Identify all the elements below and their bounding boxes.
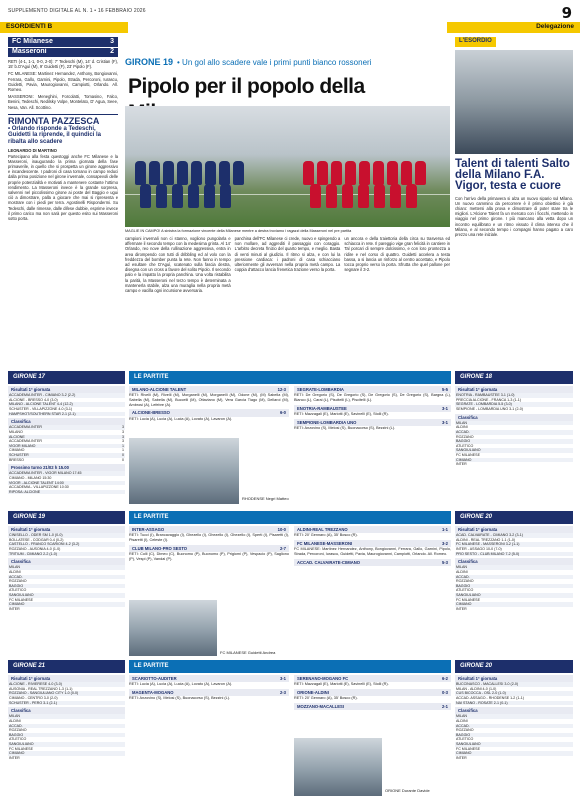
right-body: Con l'arrivo della primavera si alza un nuovo sipario sul Milano. Un nuovo cammino da percorrere è il primo obiettivo è già chiaro: mettersi alla prova e dimostrare di poter stare tra le migliori. L'Alcione Talent fa un mercato con i fiocchi, mettendo in viaggio nel primo girone. I più mancano alla vetta dopo un incontro equilibrato e un ritmo vissuto il clima intenso che il Milano, e al secondo tempo i compagni hanno pagato a caro prezzo una rete iniziale.: [455, 195, 573, 237]
article-col-3: un ancora e della traiettoria della circa su trasversa ed schiacca in rete. Il pareggio vige gran felicità in cantiere in Tal porcari di sempre dolcissimo, e con loro prontezza a ridire e nel corso di quattro. Guidetti accelera a testa bassa, a si lancia un rinforzo al centro accettato, e Pipolo tocca proprio verso la porta. Sfrutta che quel pallone per segnare il 3-2.: [344, 236, 451, 273]
kicker-text: • Un gol allo scadere vale i primi punti bianco rossoneri: [177, 58, 372, 67]
team-points: 1: [113, 444, 125, 449]
team-name: ACCAD.: [455, 724, 573, 729]
table-cell: ROZZANO - SANGIULIANO CITY 1-0 (0-0): [8, 691, 125, 696]
table-row: [455, 462, 573, 467]
table-cell: ALCIONE - RIVIERESE 4-0 (3-0): [8, 682, 125, 687]
team-name: MILANO: [9, 430, 23, 435]
team-name: ALDINI: [456, 425, 468, 430]
table-cell: SCHUSTER - PERO 3-1 (2-1): [8, 701, 125, 706]
team-name: FC MILANESE: [456, 597, 480, 602]
table-cell: SCHUSTER - VILLAPIZZONE 4-0 (3-1): [9, 407, 73, 412]
team-points: 3: [122, 439, 124, 444]
table-cell: TRITIUM - CIMIANO 2-2 (1-0): [8, 552, 125, 557]
scoreline-home: FC Milanese 3: [8, 37, 118, 47]
page-header: [0, 0, 580, 22]
standings-table: [455, 565, 573, 611]
team-name: BAGGIO: [455, 439, 573, 444]
team-name: INTER: [9, 755, 20, 760]
player-photo-3: [294, 738, 382, 796]
photo-caption: MAGLIE IN CAMPO! A sinistra la formazione vincente della Milanese mentre a destra troviamo i ragazzi della Masseroni nel pre partita: [125, 229, 352, 233]
table-row: [455, 701, 573, 706]
team-name: INTER: [9, 606, 20, 611]
team-name: ACCADEMIA INTER: [8, 425, 113, 430]
girone-21-banner: GIRONE 21: [8, 660, 125, 673]
table-cell: CASTELLO - FRANCO SCARIONI 4-2 (3-2): [8, 542, 125, 547]
girone-22-banner: GIRONE 20: [455, 660, 573, 673]
team-name: ROZZANO: [9, 728, 27, 733]
right-photo: [455, 50, 573, 154]
results-block-3: Risultati 1ª giornata ALCIONE - RIVIERESE 4-0 (3-0) AUSONIA - REAL TREZZANO 1-3 (1-1) ROZZANO - SANGIULIANO CITY 1-0 (0-0) CIMIANO - CENTRO 3-0 (2-0) SCHUSTER - PERO 3-1 (2-1) Classifica MILAN ALDINI ACCAD. ROZZANO BAGGIO ATLETICO SANGIULIANO FC MILANESE CIMIANO INTER: [8, 675, 125, 760]
section-tag: ESORDIENTI B: [0, 22, 128, 33]
subhead-text: • Orlando risponde a Tedeschi, Guidetti la riprende, il quindici la ribalta allo scadere: [8, 125, 102, 145]
team-name: ATLETICO: [9, 588, 27, 593]
table-cell: SEMPIONE - LOMBARDIA UNO 3-1 (2-0): [456, 407, 523, 412]
team-name: ALCIONE: [8, 435, 113, 440]
results-block-6: Risultati 1ª giornata BUCCINASCO - MACALLESI 3-0 (2-0) MILAN - ALDINI 4-0 (1-0) CUS BICOCCA - OSL 2-0 (1-0) ACCAD. ASSAGO - RHODENSE 1-2 (1-1) NAI STANO - ROSATE 2-1 (0-1) Classifica MILAN ALDINI ACCAD. ROZZANO BAGGIO ATLETICO SANGIULIANO FC MILANESE CIMIANO INTER: [455, 675, 573, 760]
team-points: 1: [122, 448, 124, 453]
table-cell: MILANO - ALCIONE TALENT 4-4 (12-2): [8, 402, 125, 407]
standings-table: [8, 425, 125, 462]
team-points: 3: [113, 435, 125, 440]
table-cell: PRO SESTO - CLUB MILANO 7-2 (5-0): [455, 552, 573, 557]
team-name: ALDINI: [456, 719, 468, 724]
partite-banner-2: LE PARTITE: [129, 511, 451, 524]
results-block-1: [8, 386, 125, 494]
player-caption-2: FC MILANESE Guidetti Andrea: [220, 650, 276, 655]
results-table: [455, 682, 573, 705]
results-block-2: Risultati 1ª giornata CINISELLO - ODER SM 1-0 (0-0) BOLLATESE - CODGAR 0-4 (0-2) CASTELLO - FRANCO SCARIONI 4-2 (3-2) ROZZANO - AUSONIA 4-0 (1-0) TRITIUM - CIMIANO 2-2 (1-0) Classifica MILAN ALDINI ACCAD. ROZZANO BAGGIO ATLETICO SANGIULIANO FC MILANESE CIMIANO INTER: [8, 526, 125, 611]
team-name: CIMIANO: [9, 448, 25, 453]
table-cell: BOLLATESE - CODGAR 0-4 (0-2): [9, 537, 64, 542]
results-table: [455, 533, 573, 556]
next-round-table: [8, 471, 125, 494]
team-name: ACCAD.: [8, 575, 125, 580]
standings-table: [455, 714, 573, 760]
team-name: ACCAD.: [455, 430, 573, 435]
team-name: BAGGIO: [455, 584, 573, 589]
team-name: SANGIULIANO: [8, 593, 125, 598]
table-row: [8, 756, 125, 761]
team-name: SANGIULIANO: [455, 448, 573, 453]
team-name: MILAN: [8, 714, 125, 719]
team-photo: [125, 106, 450, 227]
team-name: SANGIULIANO: [455, 593, 573, 598]
team-name: MILAN: [455, 714, 573, 719]
right-column: [455, 37, 573, 237]
standings-table: [8, 565, 125, 611]
team-name: BAGGIO: [455, 733, 573, 738]
table-row: [8, 552, 125, 557]
team-points: 0: [113, 453, 125, 458]
table-cell: RIPOSA: ALCIONE: [8, 490, 125, 495]
table-cell: ROZZANO - AUSONIA 4-0 (1-0): [9, 547, 61, 552]
table-cell: INTER - ASSAGO 10-0 (7-0): [456, 547, 502, 552]
team-name: ACCAD.: [455, 575, 573, 580]
girone-20-banner: GIRONE 20: [455, 511, 573, 524]
table-cell: CINISELLO - ODER SM 1-0 (0-0): [8, 533, 125, 538]
lineup-home: FC MILANESE: Martinez Hernandez, Anthony, Bongiovanni, Ferrara, Gallo, Garnini, Pipolo, Strada, Percoroni, Iurascu, Guidetti, Pavia, Maurogiovanni, Campiotti, Orlando. All. Romeo.: [8, 71, 118, 93]
player-caption-3: ORIONE Durante Davide: [385, 788, 430, 793]
team-name: ACCADEMIA INTER: [9, 439, 42, 444]
page-number: 9: [561, 4, 572, 22]
table-cell: ACCADEMIA - VILLAPIZZONE 10:30: [9, 485, 69, 490]
team-name: SCHUSTER: [8, 453, 113, 458]
standings-title: Classifica: [8, 418, 125, 425]
table-cell: BUCCINASCO - MACALLESI 3-0 (2-0): [455, 682, 573, 687]
results-table: [8, 533, 125, 556]
table-cell: ACCADEMIA INTER - VIGOR MILANO 17:45: [8, 471, 125, 476]
results-block-4: Risultati 1ª giornata ENOTRIA - RAMBAUSTEE 3-1 (1-0) PRECCIA ALCIONE - FRANCA 1-3 (1-1) SEGRATE - LOMBARDIA 5-5 (3-0) SEMPIONE - LOMBARDIA UNO 3-1 (2-0) Classifica MILAN ALDINI ACCAD. ROZZANO BAGGIO ATLETICO SANGIULIANO FC MILANESE CIMIANO INTER: [455, 386, 573, 467]
team-name: ATLETICO: [9, 737, 27, 742]
subhead-block: [8, 114, 118, 146]
team-name: CIMIANO: [455, 751, 573, 756]
table-row: [8, 490, 125, 495]
player-photo-2: [129, 600, 217, 656]
match-reports-4: ALDINI-REAL TREZZANO 1-1 RETI: 20' Gennaro (A), 35' Bosco (R). FC MILANESE-MASSERONI 3-2 FC MILANESE: Martinez Hernandez, Anthony, Bongiovanni, Ferrara, Gallo, Garnini, Pipolo, Strada, Percoroni, Iurascu, Guidetti, Pavia, Maurogiovanni, Campiotti, Orlando. All. Romeo. ACCAD. CALVAIRATE-CIMIANO 5-3: [294, 527, 451, 565]
article-columns: [125, 236, 450, 293]
team-name: BAGGIO: [8, 584, 125, 589]
team-name: MILAN: [455, 565, 573, 570]
table-cell: AUSONIA - REAL TREZZANO 1-3 (1-1): [9, 686, 73, 691]
article-body: Partecipano alla festa questoggi anche FC Milanese e la Masseroni, inaugurando la prima giornata della fase primaverile, in quello che si prospetta un girone aggressivo e incandescente. I padroni di casa tornano in campo reduci dalla prima posizione nel girone invernale, consapevoli delle proprie potenzialità e motivati a mantenere costante l'ottimo rendimento. La Masseroni invece è la grande sorpresa, salvenni nel piccolissimo girone ai poste del Baggio e ugui ciò a dimostrare, palla a giocare che mai si ripresenta e mostrare con i piedi per terra. Agostinelli Rispondermi. Su Tedeschi, dalle rimesse, dalle difese dubbie, esprime invece il primo carico ma non sarà per questo esito sui Masseroni sotto porta.: [8, 153, 118, 221]
byline: LEONARDO DI MARTINO: [8, 148, 57, 154]
table-row: [8, 607, 125, 612]
article-col-2: panchina dell'FC Milanese ci crede, nuovo e spingendo a non mollare, ad aggrediti il passaggio con coraggio. L'arbitro decreta l'inizio del quarto tempo, e meglio. Basta di venti minuti al giudizio. Il ritmo si alza, e con lui la pressione cardiaca: i padroni di casa schiacciano ulteriormente gli avversari nella propria metà campo. La coppia d'attacco lancia frenetica trazione verso la porta.: [234, 236, 341, 273]
team-name: ATLETICO: [456, 443, 474, 448]
standings-table: [455, 421, 573, 467]
team-name: ROZZANO: [456, 728, 474, 733]
team-name: ROZZANO: [456, 579, 474, 584]
table-cell: NAI STANO - ROSATE 2-1 (0-1): [455, 701, 573, 706]
table-cell: HAMPSHOT/SOUTHERN STAR 2-1 (2-1): [8, 412, 125, 417]
match-reports-3: INTER-ASSAGO 10-0 RETI: Tucci (I), Brancavaggio (I), Ghezello (I), Ghezello (I), Ghezello (I), Sperti (I), Pisaretti (I), Pisaretti (I), Celeste (I). CLUB MILANO-PRO SESTO 2-7 RETI: Colli (C), Dimeo (C), Buonomo (P), Buonomo (P), Prigiomi (P), Vespacio (P), Sagliono (P), Vespi (P), Vandai (P).: [129, 527, 289, 561]
subhead-title: RIMONTA PAZZESCA: [8, 115, 100, 126]
partite-banner-3: LE PARTITE: [129, 660, 451, 673]
table-cell: CUS BICOCCA - OSL 2-0 (1-0): [455, 691, 573, 696]
table-cell: PRECCIA ALCIONE - FRANCA 1-3 (1-1): [456, 397, 521, 402]
team-name: CIMIANO: [8, 751, 125, 756]
table-cell: VIGOR - ALCIONE TALENT 14:00: [8, 481, 125, 486]
team-name: CIMIANO: [8, 602, 125, 607]
standings-table: [8, 714, 125, 760]
team-name: ALDINI: [9, 719, 21, 724]
team-name: MILAN: [8, 565, 125, 570]
team-name: ATLETICO: [456, 588, 474, 593]
lineup-away: MASSERONI: Meneghini, Forcolatti, Tomasino, Falco, Benini, Tedeschi, Nedilsky Volpe, Montelato, D' Agua, Seee, Nesa, Van. All. Scottino.: [8, 94, 118, 110]
supplement-label: SUPPLEMENTO DIGITALE AL N. 1 • 16 FEBBRAIO 2026: [8, 7, 146, 14]
team-points: 0: [122, 457, 124, 462]
player-photo-1: [129, 438, 239, 504]
results-title: Risultati 1ª giornata: [8, 386, 125, 393]
team-points: 3: [122, 430, 124, 435]
table-cell: ALCIONE - BRESSO 4-0 (3-0): [9, 397, 58, 402]
team-name: CIMIANO: [455, 458, 573, 463]
results-table: [8, 393, 125, 416]
team-name: FC MILANESE: [9, 597, 33, 602]
team-name: ALDINI: [9, 570, 21, 575]
girone-18-banner: GIRONE 18: [455, 371, 573, 384]
team-name: BRESSO: [9, 457, 24, 462]
girone-17-banner: GIRONE 17: [8, 371, 125, 384]
team-points: 3: [113, 425, 125, 430]
table-cell: ACCAD. ASSAGO - RHODENSE 1-2 (1-1): [456, 696, 524, 701]
table-cell: CIMIANO - CENTRO 3-0 (2-0): [9, 696, 58, 701]
headline: Pipolo per il popolo della: [128, 75, 365, 98]
team-name: INTER: [456, 755, 467, 760]
results-table: [455, 393, 573, 411]
table-row: [455, 552, 573, 557]
team-name: ROZZANO: [456, 434, 474, 439]
team-name: ROZZANO: [9, 579, 27, 584]
table-cell: FC MILANESE - MASSERONI 3-2 (1-1): [455, 542, 573, 547]
table-row: [8, 458, 125, 463]
team-name: FC MILANESE: [456, 453, 480, 458]
team-name: INTER: [456, 462, 467, 467]
team-name: SANGIULIANO: [8, 742, 125, 747]
right-headline: Talent di talenti Salto della Milano F.A. Vigor, testa e cuore: [455, 157, 570, 192]
girone-label: GIRONE 19: [125, 57, 174, 68]
team-name: VIGOR MILANO: [8, 444, 113, 449]
results-table: [8, 682, 125, 705]
partite-banner-1: LE PARTITE: [129, 371, 451, 384]
table-cell: ENOTRIA - RAMBAUSTEE 3-1 (1-0): [455, 393, 573, 398]
table-cell: ACCADEMIA INTER - CIMIANO 3-2 (2-2): [8, 393, 125, 398]
right-kicker: L'ESORDIO: [455, 37, 496, 47]
team-name: ALDINI: [456, 570, 468, 575]
kicker: [125, 58, 450, 68]
table-row: [8, 412, 125, 417]
table-row: [8, 701, 125, 706]
table-row: [455, 407, 573, 412]
table-cell: MILAN - ALDINI 4-0 (1-0): [456, 686, 497, 691]
table-cell: SEGRATE - LOMBARDIA 5-5 (3-0): [455, 402, 573, 407]
match-reports-1: MILANO-ALCIONE TALENT 12-3 RETI: Rivelli (M), Rivelli (M), Morganelli (M), Morganelli (M), Odone (M), (M) Sabella (M), Sabella (M), Sabella (M), Buccelli (M), Ottaviano (M), Vera Garcia Tiago (M), Dellaroi (M), Ambrosi (A), Lefebre (A). ALCIONE-BRESSO 6-0 RETI: Lucia (A), Lucia (A), Lucia (A), Lovato (A), Lavaron (A).: [129, 387, 289, 421]
scoreline-away: Masseroni 2: [8, 47, 118, 57]
player-caption-1: RHODENSE Negri Matteo: [242, 496, 289, 501]
match-summary: RETI (4-1, 1-1, 0-0, 2-0): 7' Tedeschi (M), 14' d. Cristian (F), 15' b.O'Aguì (M), 9' Guidetti (F), 23' Pipolo (F).: [8, 59, 118, 70]
delegation-tag: Delegazione: [447, 22, 580, 33]
match-reports-6: SERENANO-MOGANO FC 6-2 RETI: Mazzagali (E), Mariotti (E), Savinelli (E), Stolli (R). ORIONE-ALDINI 0-3 RETI: 20' Gennaro (A), 35' Bosco (R). MOZZANO-MACALLESI 2-1: [294, 675, 451, 710]
team-name: FC MILANESE: [456, 746, 480, 751]
table-row: [455, 607, 573, 612]
results-block-5: Risultati 1ª giornata ACAD. CALVAIRATE - CIMIANO 3-2 (3-1) ALDINI - REAL TREZZANO 1-1 (1-0) FC MILANESE - MASSERONI 3-2 (1-1) INTER - ASSAGO 10-0 (7-0) PRO SESTO - CLUB MILANO 7-2 (5-0) Classifica MILAN ALDINI ACCAD. ROZZANO BAGGIO ATLETICO SANGIULIANO FC MILANESE CIMIANO INTER: [455, 526, 573, 611]
team-name: BAGGIO: [8, 733, 125, 738]
team-name: ACCAD.: [8, 724, 125, 729]
team-name: SANGIULIANO: [455, 742, 573, 747]
table-row: [455, 756, 573, 761]
next-round-title: Prossimo turno 21/02 h 15.00: [8, 464, 125, 471]
match-reports-2: SEGRATE-LOMBARDIA 5-5 RETI: De Gregorio (S), De Gregorio (S), De Gregorio (S), De Gregorio (S), Bargna (L), Bianco (L), Carai (L), Piscitelli (L), Piscitelli (L). ENOTRIA-RAMBAUSTEE 3-1 RETI: Mazzagali (E), Mariotti (E), Savinelli (E), Stolli (R). SEMPIONE-LOMBARDIA UNO 3-1 RETI: Anzovino (S), Melosi (S), Buonacorso (S), Bezzini (L).: [294, 387, 451, 430]
match-reports-5: SCARIOTTO-AUDITER 3-1 RETI: Lucia (A), Lucia (A), Lucia (A), Lovato (A), Lavaron (A). MAGENTA-MOGANO 2-3 RETI: Anzovino (S), Melosi (S), Buonacorso (S), Bezzini (L).: [129, 675, 289, 701]
left-column: [8, 37, 118, 221]
table-cell: ACAD. CALVAIRATE - CIMIANO 3-2 (3-1): [455, 533, 573, 538]
team-name: INTER: [456, 606, 467, 611]
team-name: ATLETICO: [456, 737, 474, 742]
girone-19-banner: GIRONE 19: [8, 511, 125, 524]
table-cell: CIMIANO - MILANO 15:30: [9, 476, 52, 481]
table-cell: ALDINI - REAL TREZZANO 1-1 (1-0): [456, 537, 516, 542]
article-col-1: campioni invernali non ci stanno, vogliono pungolarla e affermare il secondo tempo con la medesima grinta. Al 14' Orlando, reo nove della rullinazione aggressiva, entra in area dirompendo con tutti di dribbling ed al volo con la freddezza del bomber punta la rete. Non fanno in tempo ad esultare che D'Aguì, scatenato sulla fascia destra, disegna con un cross a favore del solito Pipolo. Il secondo palo e la impatto la propria panchina. Una volta ristabilita la parità, la Masseroni nel terzo tempo è determinata a mantenerla stabile, alza una muraglia nella propria metà campo e vacilla ogni incursione avversaria.: [125, 236, 231, 294]
team-name: CIMIANO: [455, 602, 573, 607]
team-name: FC MILANESE: [9, 746, 33, 751]
team-name: MILAN: [455, 421, 573, 426]
